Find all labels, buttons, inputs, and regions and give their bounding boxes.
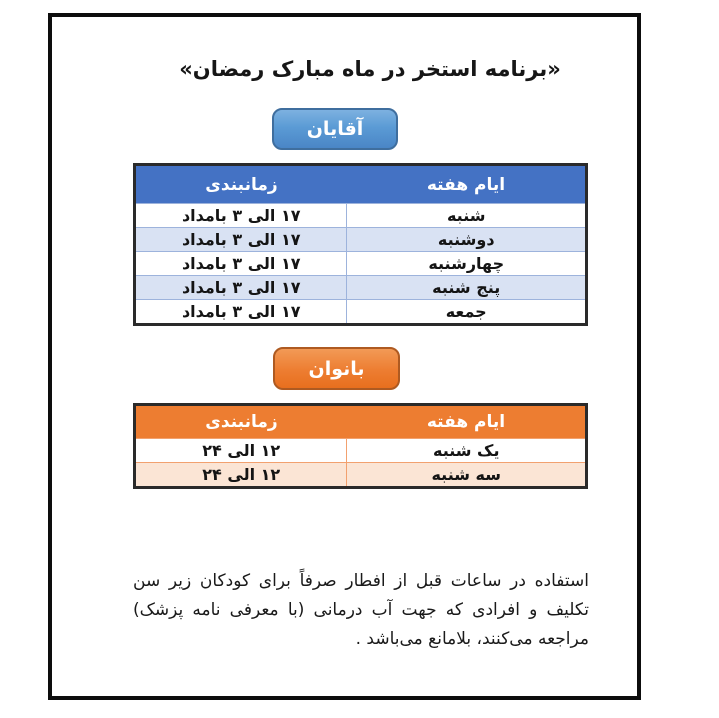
men-schedule-row: [135, 252, 587, 276]
men-header-day: ایام هفته: [347, 165, 587, 204]
time-cell: ۱۲ الی ۲۴: [135, 439, 347, 463]
day-cell: سه شنبه: [347, 463, 587, 488]
day-cell: یک شنبه: [347, 439, 587, 463]
day-cell: دوشنبه: [347, 228, 587, 252]
footnote-text: استفاده در ساعات قبل از افطار صرفاً برای کودکان زیر سن تکلیف و افرادی که جهت آب درمانی (با معرفی نامه پزشک) مراجعه می‌کنند، بلامانع می‌باشد .: [133, 571, 589, 649]
women-schedule-row: [135, 439, 587, 463]
men-section-badge: آقایان: [272, 108, 398, 150]
day-cell: جمعه: [347, 300, 587, 325]
time-cell: ۱۷ الی ۳ بامداد: [135, 204, 347, 228]
men-schedule-table: [133, 163, 588, 326]
women-schedule-row: [135, 463, 587, 488]
day-cell: پنج شنبه: [347, 276, 587, 300]
time-cell: ۱۷ الی ۳ بامداد: [135, 228, 347, 252]
women-header-time: زمانبندی: [135, 405, 347, 439]
time-cell: ۱۲ الی ۲۴: [135, 463, 347, 488]
men-schedule-row: [135, 228, 587, 252]
men-table-header-row: [135, 165, 587, 204]
time-cell: ۱۷ الی ۳ بامداد: [135, 276, 347, 300]
day-cell: شنبه: [347, 204, 587, 228]
men-schedule-row: [135, 204, 587, 228]
men-schedule-row: [135, 276, 587, 300]
men-schedule-row: [135, 300, 587, 325]
men-header-time: زمانبندی: [135, 165, 347, 204]
women-table-header-row: [135, 405, 587, 439]
day-cell: چهارشنبه: [347, 252, 587, 276]
women-section-badge: بانوان: [273, 347, 400, 390]
document-title: «برنامه استخر در ماه مبارک رمضان»: [179, 57, 561, 81]
time-cell: ۱۷ الی ۳ بامداد: [135, 300, 347, 325]
time-cell: ۱۷ الی ۳ بامداد: [135, 252, 347, 276]
women-header-day: ایام هفته: [347, 405, 587, 439]
women-schedule-table: [133, 403, 588, 489]
